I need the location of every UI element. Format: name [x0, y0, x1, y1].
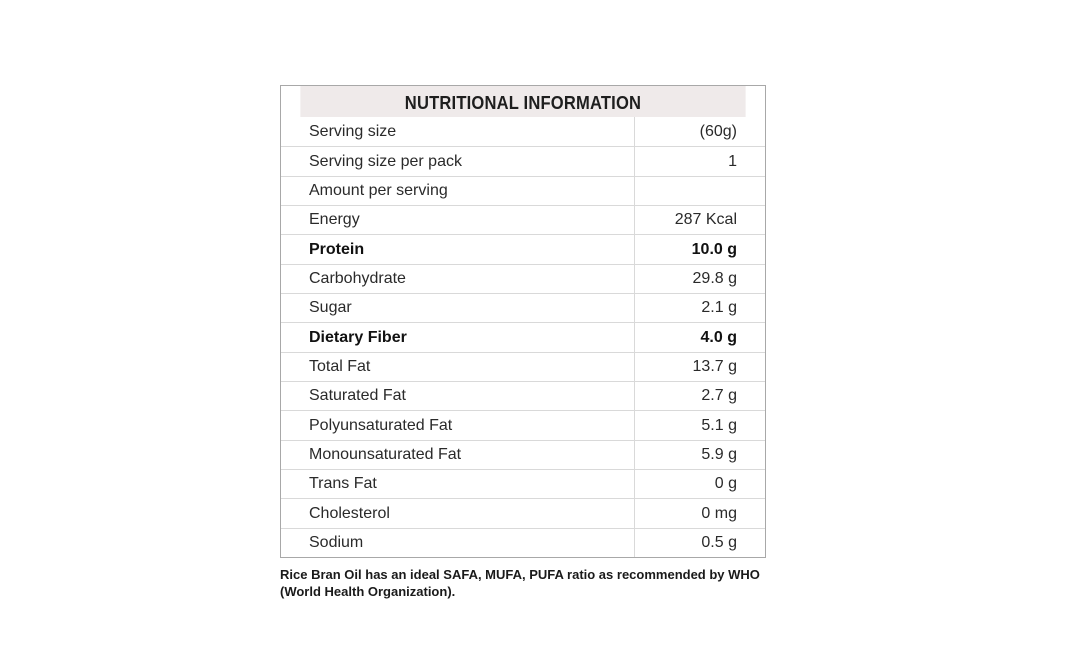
- table-title: NUTRITIONAL INFORMATION: [300, 86, 745, 117]
- row-label: Protein: [281, 235, 635, 263]
- row-value: 13.7 g: [692, 357, 737, 375]
- row-label: Polyunsaturated Fat: [281, 411, 635, 439]
- table-row: [281, 381, 765, 410]
- row-label: Trans Fat: [281, 470, 635, 498]
- footnote: Rice Bran Oil has an ideal SAFA, MUFA, PUFA ratio as recommended by WHO (World Health Organization).: [280, 567, 760, 599]
- row-value: 10.0 g: [691, 240, 737, 258]
- row-label: Serving size: [281, 117, 635, 146]
- row-label: Saturated Fat: [281, 382, 635, 410]
- table-row: [281, 528, 765, 557]
- table-row: [281, 440, 765, 469]
- table-row: [281, 410, 765, 439]
- table-row: [281, 205, 765, 234]
- row-value: 0.5 g: [701, 533, 737, 551]
- row-value: (60g): [699, 122, 737, 140]
- row-value: 4.0 g: [700, 328, 737, 346]
- row-label: Carbohydrate: [281, 265, 635, 293]
- row-label: Sugar: [281, 294, 635, 322]
- table-row: [281, 117, 765, 146]
- row-label: Monounsaturated Fat: [281, 441, 635, 469]
- row-value: 5.1 g: [701, 416, 737, 434]
- table-row: [281, 469, 765, 498]
- row-label: Sodium: [281, 529, 635, 557]
- table-row: [281, 176, 765, 205]
- row-label: Total Fat: [281, 353, 635, 381]
- row-label: Cholesterol: [281, 499, 635, 527]
- row-value: 1: [728, 152, 737, 170]
- row-value: 287 Kcal: [674, 211, 737, 229]
- row-value: 29.8 g: [692, 269, 737, 287]
- table-row: [281, 498, 765, 527]
- row-label: Amount per serving: [281, 177, 635, 205]
- row-value: 2.7 g: [701, 387, 737, 405]
- row-label: Dietary Fiber: [281, 323, 635, 351]
- row-label: Energy: [281, 206, 635, 234]
- table-row: [281, 146, 765, 175]
- table-row: [281, 352, 765, 381]
- row-value: 2.1 g: [701, 299, 737, 317]
- table-row: [281, 322, 765, 351]
- table-body: [281, 117, 765, 557]
- row-value: 0 mg: [701, 504, 737, 522]
- row-value: 0 g: [714, 475, 737, 493]
- table-row: [281, 293, 765, 322]
- row-label: Serving size per pack: [281, 147, 635, 175]
- row-value: 5.9 g: [701, 445, 737, 463]
- table-row: [281, 264, 765, 293]
- nutrition-table: [280, 85, 766, 558]
- table-row: [281, 234, 765, 263]
